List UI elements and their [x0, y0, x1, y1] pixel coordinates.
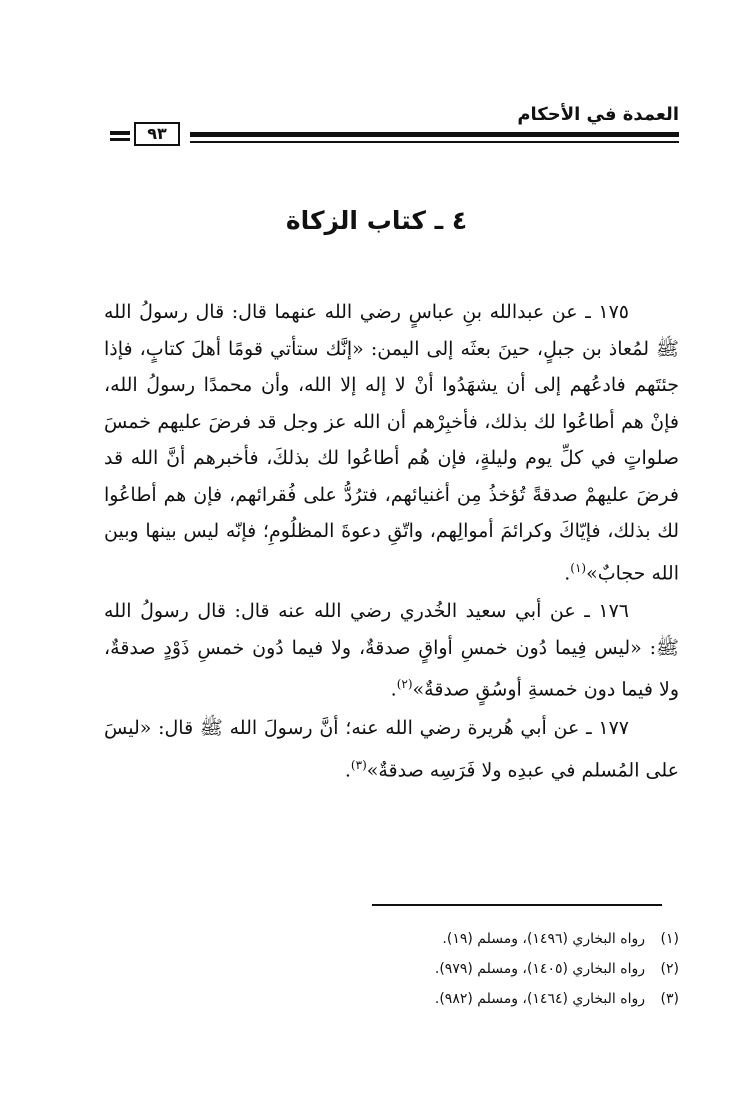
hadith-text: ١٧٦ ـ عن أبي سعيد الخُدري رضي الله عنه قال: قال رسولُ الله ﷺ: «ليس فِيما دُون خمسِ أواقٍ صدقةٌ، ولا فيما دُون خمسِ ذَوْدٍ صدقةٌ، ولا فيما دون خمسةِ أوسُقٍ صدقةٌ» [104, 600, 679, 701]
footnote-text: رواه البخاري (١٤٠٥)، ومسلم (٩٧٩). [434, 961, 645, 977]
chapter-title: ٤ ـ كتاب الزكاة [285, 206, 468, 235]
footnote-text: رواه البخاري (١٤٩٦)، ومسلم (١٩). [442, 931, 645, 947]
header-dash [110, 131, 130, 135]
period: . [344, 758, 351, 781]
hadith-text: ١٧٧ ـ عن أبي هُريرة رضي الله عنه؛ أنَّ رسولَ الله ﷺ قال: «ليسَ على المُسلم في عبدِه ولا فَرَسِه صدقةٌ» [104, 717, 679, 781]
footnote-text: رواه البخاري (١٤٦٤)، ومسلم (٩٨٢). [434, 991, 645, 1007]
footnotes [104, 924, 679, 1014]
page-number: ٩٣ [134, 122, 180, 146]
hadith-paragraph [104, 593, 679, 708]
footnote-ref: (٢) [396, 677, 413, 692]
header-rule-thin [190, 141, 679, 143]
footnote-number: (٢) [660, 961, 679, 977]
hadith-paragraph [104, 710, 679, 788]
page-body [104, 294, 679, 790]
footnote-ref: (١) [570, 560, 587, 575]
hadith-text: ١٧٥ ـ عن عبدالله بنِ عباسٍ رضي الله عنهما قال: قال رسولُ الله ﷺ لمُعاذ بن جبلٍ، حينَ بعثَه إلى اليمن: «إنَّك ستأتي قومًا أهلَ كتابٍ، فإذا جئتَهم فادعُهم إلى أن يشهَدُوا أنْ لا إله إلا الله، وأن محمدًا رسولُ الله، فإنْ هم أطاعُوا لك بذلك، فأخبِرْهم أن الله عز وجل قد فرضَ عليهم خمسَ صلواتٍ في كلِّ يوم وليلةٍ، فإن هُم أطاعُوا لك بذلكَ، فأخبرهم أنَّ الله قد فرضَ عليهمْ صدقةً تُؤخذُ مِن أغنيائهم، فترُدُّ على فُقرائهم، فإن هم أطاعُوا لك بذلك، فإيّاكَ وكرائمَ أموالِهم، واتّقِ دعوةَ المظلُومِ؛ فإنّه ليس بينها وبين الله حجابٌ» [104, 301, 679, 584]
footnote-number: (١) [660, 931, 679, 947]
footnote-number: (٣) [660, 991, 679, 1007]
footnote [104, 924, 679, 954]
hadith-paragraph [104, 294, 679, 591]
footnote-ref: (٣) [350, 757, 367, 772]
running-title: العمدة في الأحكام [517, 104, 679, 125]
period: . [390, 678, 397, 701]
period: . [564, 561, 571, 584]
footnote-divider [372, 904, 662, 906]
footnote [104, 984, 679, 1014]
header-dash [110, 138, 130, 141]
header-rule-thick [190, 132, 679, 137]
footnote [104, 954, 679, 984]
